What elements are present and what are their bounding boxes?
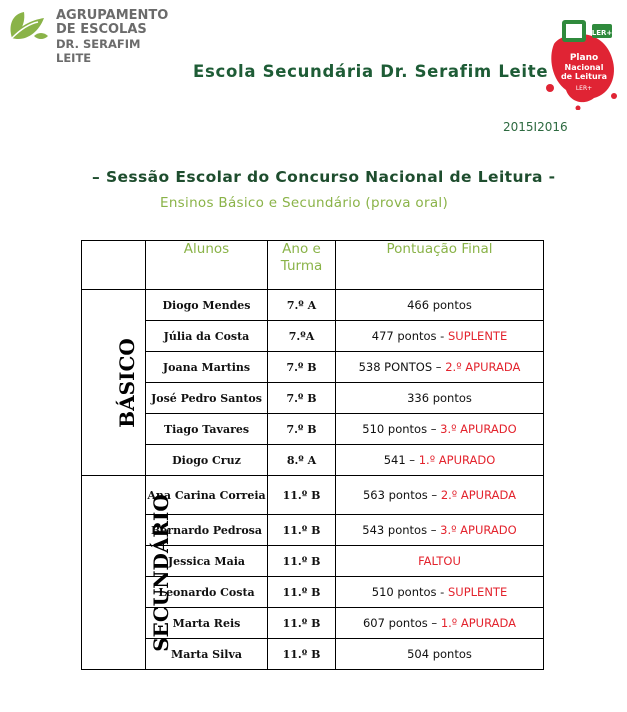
logo-line-1: AGRUPAMENTO [56, 8, 169, 23]
status: 2.º APURADA [440, 488, 516, 502]
student-score [336, 290, 544, 321]
student-score [336, 639, 544, 670]
student-class: 7.º B [268, 383, 336, 414]
points: 541 – [383, 453, 416, 467]
student-name: Diogo Mendes [146, 290, 268, 321]
student-class: 11.º B [268, 608, 336, 639]
student-class: 8.º A [268, 445, 336, 476]
student-score [336, 445, 544, 476]
student-score [336, 476, 544, 515]
level-secundario [82, 476, 173, 670]
results-table [81, 240, 544, 670]
student-score [336, 546, 544, 577]
school-group-logo [4, 6, 169, 65]
table-row [82, 321, 544, 352]
school-year: 2015I2016 [503, 120, 568, 134]
student-score [336, 321, 544, 352]
leaf-icon [4, 8, 50, 48]
level-label: BÁSICO [114, 337, 139, 428]
student-name: Marta Reis [146, 608, 268, 639]
status: FALTOU [418, 554, 461, 568]
student-score [336, 352, 544, 383]
svg-text:Plano: Plano [569, 53, 599, 63]
document-subtitle: Ensinos Básico e Secundário (prova oral) [160, 195, 449, 211]
header-students: Alunos [146, 241, 268, 290]
school-name: Escola Secundária Dr. Serafim Leite [193, 62, 549, 81]
svg-text:Nacional: Nacional [564, 63, 604, 72]
student-name: Júlia da Costa [146, 321, 268, 352]
student-score [336, 577, 544, 608]
svg-text:de Leitura: de Leitura [560, 72, 608, 81]
points: 510 pontos - [371, 585, 445, 599]
status: SUPLENTE [448, 329, 508, 343]
student-score [336, 515, 544, 546]
student-score [336, 608, 544, 639]
table-row [82, 414, 544, 445]
svg-text:LER+: LER+ [591, 29, 613, 37]
student-class: 7.º B [268, 352, 336, 383]
student-class: 7.º B [268, 414, 336, 445]
level-label: SECUNDÁRIO [148, 493, 173, 652]
status: 1.º APURADA [440, 616, 516, 630]
student-name: Diogo Cruz [146, 445, 268, 476]
status: 1.º APURADO [418, 453, 496, 467]
points: 510 pontos – [362, 422, 437, 436]
status: 3.º APURADO [440, 523, 517, 537]
student-class: 11.º B [268, 515, 336, 546]
points: 563 pontos – [362, 488, 438, 502]
table-row [82, 383, 544, 414]
logo-line-3: DR. SERAFIM LEITE [56, 37, 141, 65]
pnl-logo [540, 14, 622, 110]
student-name: Joana Martins [146, 352, 268, 383]
document-title: – Sessão Escolar do Concurso Nacional de Leitura - [92, 168, 556, 186]
student-name: Leonardo Costa [146, 577, 268, 608]
student-name: Ana Carina Correia [146, 476, 268, 515]
svg-text:LER+: LER+ [575, 85, 593, 92]
table-row [82, 445, 544, 476]
points: 336 pontos [407, 391, 472, 405]
points: 466 pontos [407, 298, 472, 312]
student-class: 11.º B [268, 546, 336, 577]
student-score [336, 383, 544, 414]
student-class: 11.º B [268, 639, 336, 670]
points: 543 pontos – [362, 523, 437, 537]
student-name: Tiago Tavares [146, 414, 268, 445]
logo-line-2: DE ESCOLAS [56, 22, 147, 37]
status: SUPLENTE [448, 585, 508, 599]
status: 3.º APURADO [440, 422, 517, 436]
student-score [336, 414, 544, 445]
student-class: 7.º A [268, 290, 336, 321]
table-row [82, 352, 544, 383]
student-name: Marta Silva [146, 639, 268, 670]
points: 477 pontos - [371, 329, 445, 343]
points: 538 PONTOS – [358, 360, 442, 374]
header-class: Ano e Turma [268, 241, 336, 290]
student-class: 7.ºA [268, 321, 336, 352]
table-header-row [82, 241, 544, 290]
student-name: José Pedro Santos [146, 383, 268, 414]
student-class: 11.º B [268, 577, 336, 608]
header-score: Pontuação Final [336, 241, 544, 290]
table-row [82, 476, 544, 515]
student-name: Jessica Maia [146, 546, 268, 577]
table-row [82, 290, 544, 321]
status: 2.º APURADA [445, 360, 521, 374]
student-name: Bernardo Pedrosa [146, 515, 268, 546]
points: 504 pontos [407, 647, 472, 661]
student-class: 11.º B [268, 476, 336, 515]
level-basico [82, 290, 146, 476]
header-empty [82, 241, 146, 290]
points: 607 pontos – [362, 616, 438, 630]
